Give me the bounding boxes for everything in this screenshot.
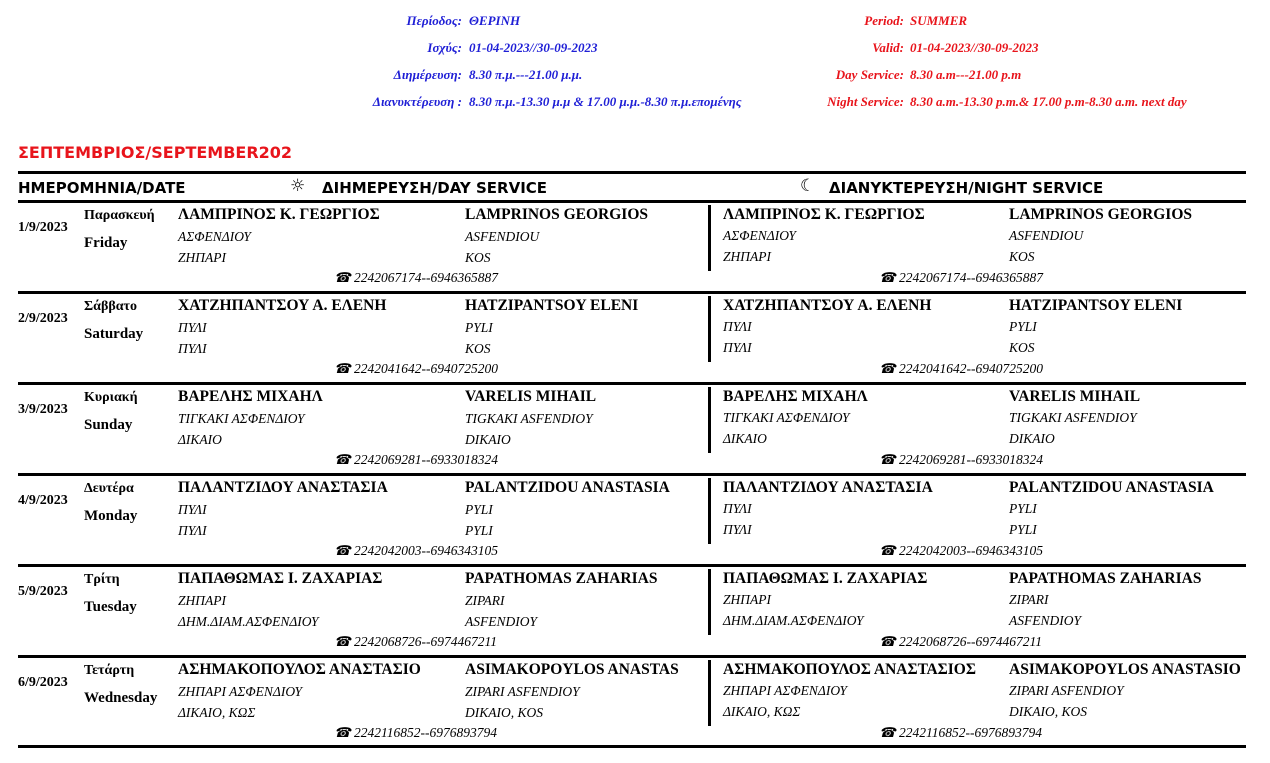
night-pharmacist-name-gr: ΧΑΤΖΗΠΑΝΤΣΟΥ Α. ΕΛΕΝΗ bbox=[723, 297, 932, 314]
phone-icon: ☎ bbox=[334, 725, 351, 740]
row-weekday-gr: Παρασκευή bbox=[84, 208, 155, 223]
month-title: ΣΕΠΤΕΜΒΡΙΟΣ/SEPTEMBER202 bbox=[18, 143, 293, 162]
row-weekday-en: Monday bbox=[84, 508, 138, 524]
day-phone: 2242068726--6974467211 bbox=[354, 634, 497, 649]
night-pharmacist-name-en: ASIMAKOPOYLOS ANASTASIO bbox=[1009, 661, 1241, 678]
night-phone: 2242042003--6946343105 bbox=[899, 543, 1043, 558]
night-address2-gr: ΠΥΛΙ bbox=[723, 340, 752, 355]
moon-icon: ☾ bbox=[800, 176, 816, 196]
column-divider bbox=[708, 387, 711, 453]
night-address2-gr: ΠΥΛΙ bbox=[723, 522, 752, 537]
night-address2-en: KOS bbox=[1009, 249, 1035, 264]
day-phone: 2242067174--6946365887 bbox=[354, 270, 498, 285]
day-address2-en: ASFENDIOY bbox=[465, 614, 537, 629]
night-pharmacist-name-en: VARELIS MIHAIL bbox=[1009, 388, 1141, 405]
day-address1-en: PYLI bbox=[465, 320, 493, 335]
sun-icon: ☼ bbox=[290, 176, 306, 196]
night-address1-gr: ΑΣΦΕΝΔΙΟΥ bbox=[723, 228, 796, 243]
row-rule bbox=[18, 473, 1246, 476]
night-address1-en: TIGKAKI ASFENDIOY bbox=[1009, 410, 1137, 425]
phone-icon: ☎ bbox=[334, 270, 351, 285]
valid-value-en: 01-04-2023//30-09-2023 bbox=[910, 40, 1039, 55]
phone-icon: ☎ bbox=[879, 270, 896, 285]
phone-icon: ☎ bbox=[334, 452, 351, 467]
night-address1-en: ASFENDIOU bbox=[1009, 228, 1084, 243]
row-weekday-en: Wednesday bbox=[84, 690, 158, 706]
row-rule bbox=[18, 564, 1246, 567]
column-divider bbox=[708, 569, 711, 635]
row-weekday-gr: Τρίτη bbox=[84, 572, 120, 587]
day-address2-en: KOS bbox=[465, 250, 491, 265]
night-address2-en: DIKAIO, KOS bbox=[1009, 704, 1087, 719]
day-address2-gr: ΠΥΛΙ bbox=[178, 523, 207, 538]
day-pharmacist-name-en: ASIMAKOPOYLOS ANASTAS bbox=[465, 661, 679, 678]
day-address1-en: ZIPARI ASFENDIOY bbox=[465, 684, 580, 699]
table-bottom-rule bbox=[18, 745, 1246, 748]
night-pharmacist-name-gr: ΛΑΜΠΡΙΝΟΣ Κ. ΓΕΩΡΓΙΟΣ bbox=[723, 206, 925, 223]
day-pharmacist-name-gr: ΛΑΜΠΡΙΝΟΣ Κ. ΓΕΩΡΓΙΟΣ bbox=[178, 206, 380, 223]
date-column-header: ΗΜΕΡΟΜΗΝΙΑ/DATE bbox=[18, 179, 186, 197]
row-date: 5/9/2023 bbox=[18, 584, 68, 599]
phone-icon: ☎ bbox=[334, 543, 351, 558]
night-phone: 2242116852--6976893794 bbox=[899, 725, 1042, 740]
row-date: 6/9/2023 bbox=[18, 675, 68, 690]
day-address1-gr: ΖΗΠΑΡΙ bbox=[178, 593, 226, 608]
period-label-en: Period: bbox=[864, 13, 904, 28]
day-phone: 2242041642--6940725200 bbox=[354, 361, 498, 376]
valid-label-gr: Ισχύς: bbox=[427, 40, 462, 55]
night-address1-gr: ΠΥΛΙ bbox=[723, 501, 752, 516]
day-address1-en: PYLI bbox=[465, 502, 493, 517]
row-rule bbox=[18, 382, 1246, 385]
night-phone: 2242041642--6940725200 bbox=[899, 361, 1043, 376]
table-row bbox=[18, 382, 1246, 473]
row-weekday-en: Tuesday bbox=[84, 599, 137, 615]
day-pharmacist-name-gr: ΑΣΗΜΑΚΟΠΟΥΛΟΣ ΑΝΑΣΤΑΣΙΟ bbox=[178, 661, 421, 678]
table-row bbox=[18, 655, 1246, 746]
header-top-rule bbox=[18, 171, 1246, 174]
night-pharmacist-name-gr: ΠΑΛΑΝΤΖΙΔΟΥ ΑΝΑΣΤΑΣΙΑ bbox=[723, 479, 933, 496]
night-address1-gr: ΖΗΠΑΡΙ bbox=[723, 592, 771, 607]
day-pharmacist-name-gr: ΠΑΠΑΘΩΜΑΣ Ι. ΖΑΧΑΡΙΑΣ bbox=[178, 570, 383, 587]
day-pharmacist-name-gr: ΧΑΤΖΗΠΑΝΤΣΟΥ Α. ΕΛΕΝΗ bbox=[178, 297, 387, 314]
phone-icon: ☎ bbox=[334, 361, 351, 376]
night-address1-gr: ΠΥΛΙ bbox=[723, 319, 752, 334]
day-address2-en: KOS bbox=[465, 341, 491, 356]
night-service-label-gr: Διανυκτέρευση : bbox=[372, 94, 462, 109]
valid-label-en: Valid: bbox=[872, 40, 904, 55]
period-value-gr: ΘΕΡΙΝΗ bbox=[469, 13, 521, 28]
night-address1-en: ZIPARI ASFENDIOY bbox=[1009, 683, 1124, 698]
valid-value-gr: 01-04-2023//30-09-2023 bbox=[469, 40, 598, 55]
row-weekday-gr: Δευτέρα bbox=[84, 481, 134, 496]
night-pharmacist-name-gr: ΒΑΡΕΛΗΣ ΜΙΧΑΗΛ bbox=[723, 388, 868, 405]
day-pharmacist-name-en: PAPATHOMAS ZAHARIAS bbox=[465, 570, 658, 587]
row-weekday-gr: Κυριακή bbox=[84, 390, 138, 405]
row-weekday-en: Saturday bbox=[84, 326, 144, 342]
row-weekday-gr: Τετάρτη bbox=[84, 663, 135, 678]
day-service-label-gr: Διημέρευση: bbox=[393, 67, 462, 82]
night-phone: 2242069281--6933018324 bbox=[899, 452, 1043, 467]
night-service-value-en: 8.30 a.m.-13.30 p.m.& 17.00 p.m-8.30 a.m. next day bbox=[910, 94, 1187, 109]
day-pharmacist-name-gr: ΒΑΡΕΛΗΣ ΜΙΧΑΗΛ bbox=[178, 388, 323, 405]
night-address2-gr: ΔΙΚΑΙΟ bbox=[723, 431, 767, 446]
table-row bbox=[18, 473, 1246, 564]
phone-icon: ☎ bbox=[879, 452, 896, 467]
night-phone: 2242068726--6974467211 bbox=[899, 634, 1042, 649]
day-address1-gr: ΤΙΓΚΑΚΙ ΑΣΦΕΝΔΙΟΥ bbox=[178, 411, 305, 426]
phone-icon: ☎ bbox=[879, 543, 896, 558]
night-address1-en: PYLI bbox=[1009, 319, 1037, 334]
day-address1-gr: ΖΗΠΑΡΙ ΑΣΦΕΝΔΙΟΥ bbox=[178, 684, 303, 699]
phone-icon: ☎ bbox=[879, 634, 896, 649]
night-pharmacist-name-en: PAPATHOMAS ZAHARIAS bbox=[1009, 570, 1202, 587]
day-address1-en: ZIPARI bbox=[465, 593, 505, 608]
column-divider bbox=[708, 205, 711, 271]
day-service-column-header: ΔΙΗΜΕΡΕΥΣΗ/DAY SERVICE bbox=[322, 179, 548, 197]
night-address2-en: PYLI bbox=[1009, 522, 1037, 537]
row-weekday-en: Sunday bbox=[84, 417, 133, 433]
table-row bbox=[18, 291, 1246, 382]
table-row bbox=[18, 564, 1246, 655]
day-pharmacist-name-gr: ΠΑΛΑΝΤΖΙΔΟΥ ΑΝΑΣΤΑΣΙΑ bbox=[178, 479, 388, 496]
night-address2-gr: ΖΗΠΑΡΙ bbox=[723, 249, 771, 264]
day-address1-en: ASFENDIOU bbox=[465, 229, 540, 244]
day-phone: 2242116852--6976893794 bbox=[354, 725, 497, 740]
day-address1-gr: ΑΣΦΕΝΔΙΟΥ bbox=[178, 229, 251, 244]
row-date: 2/9/2023 bbox=[18, 311, 68, 326]
night-address1-en: PYLI bbox=[1009, 501, 1037, 516]
night-service-column-header: ΔΙΑΝΥΚΤΕΡΕΥΣΗ/NIGHT SERVICE bbox=[829, 179, 1104, 197]
night-address2-en: DIKAIO bbox=[1009, 431, 1055, 446]
night-address1-gr: ΤΙΓΚΑΚΙ ΑΣΦΕΝΔΙΟΥ bbox=[723, 410, 850, 425]
row-weekday-en: Friday bbox=[84, 235, 128, 251]
day-pharmacist-name-en: VARELIS MIHAIL bbox=[465, 388, 597, 405]
day-service-value-gr: 8.30 π.μ.---21.00 μ.μ. bbox=[469, 67, 583, 82]
period-value-en: SUMMER bbox=[910, 13, 968, 28]
row-weekday-gr: Σάββατο bbox=[84, 299, 137, 314]
day-address1-gr: ΠΥΛΙ bbox=[178, 502, 207, 517]
day-pharmacist-name-en: PALANTZIDOU ANASTASIA bbox=[465, 479, 670, 496]
night-address2-en: KOS bbox=[1009, 340, 1035, 355]
night-address2-en: ASFENDIOY bbox=[1009, 613, 1081, 628]
day-pharmacist-name-en: HATZIPANTSOY ELENI bbox=[465, 297, 639, 314]
row-date: 3/9/2023 bbox=[18, 402, 68, 417]
day-address2-en: DIKAIO bbox=[465, 432, 511, 447]
day-address2-en: DIKAIO, KOS bbox=[465, 705, 543, 720]
row-rule bbox=[18, 291, 1246, 294]
row-date: 1/9/2023 bbox=[18, 220, 68, 235]
column-divider bbox=[708, 478, 711, 544]
day-phone: 2242042003--6946343105 bbox=[354, 543, 498, 558]
night-pharmacist-name-en: LAMPRINOS GEORGIOS bbox=[1009, 206, 1193, 223]
night-service-label-en: Night Service: bbox=[827, 94, 904, 109]
day-address2-gr: ΔΗΜ.ΔΙΑΜ.ΑΣΦΕΝΔΙΟΥ bbox=[178, 614, 319, 629]
night-address1-gr: ΖΗΠΑΡΙ ΑΣΦΕΝΔΙΟΥ bbox=[723, 683, 848, 698]
day-address2-gr: ΔΙΚΑΙΟ, ΚΩΣ bbox=[178, 705, 256, 720]
day-address1-en: TIGKAKI ASFENDIOY bbox=[465, 411, 593, 426]
night-pharmacist-name-gr: ΑΣΗΜΑΚΟΠΟΥΛΟΣ ΑΝΑΣΤΑΣΙΟΣ bbox=[723, 661, 977, 678]
day-pharmacist-name-en: LAMPRINOS GEORGIOS bbox=[465, 206, 649, 223]
column-divider bbox=[708, 296, 711, 362]
day-address2-gr: ΠΥΛΙ bbox=[178, 341, 207, 356]
row-rule bbox=[18, 200, 1246, 203]
table-row bbox=[18, 200, 1246, 291]
day-service-label-en: Day Service: bbox=[835, 67, 904, 82]
phone-icon: ☎ bbox=[334, 634, 351, 649]
phone-icon: ☎ bbox=[879, 361, 896, 376]
day-address1-gr: ΠΥΛΙ bbox=[178, 320, 207, 335]
day-phone: 2242069281--6933018324 bbox=[354, 452, 498, 467]
day-service-value-en: 8.30 a.m---21.00 p.m bbox=[910, 67, 1022, 82]
day-address2-en: PYLI bbox=[465, 523, 493, 538]
night-pharmacist-name-en: HATZIPANTSOY ELENI bbox=[1009, 297, 1183, 314]
column-divider bbox=[708, 660, 711, 726]
night-phone: 2242067174--6946365887 bbox=[899, 270, 1043, 285]
day-address2-gr: ΔΙΚΑΙΟ bbox=[178, 432, 222, 447]
phone-icon: ☎ bbox=[879, 725, 896, 740]
night-address1-en: ZIPARI bbox=[1009, 592, 1049, 607]
row-rule bbox=[18, 655, 1246, 658]
night-service-value-gr: 8.30 π.μ.-13.30 μ.μ & 17.00 μ.μ.-8.30 π.μ.επομένης bbox=[469, 94, 742, 109]
night-address2-gr: ΔΗΜ.ΔΙΑΜ.ΑΣΦΕΝΔΙΟΥ bbox=[723, 613, 864, 628]
night-pharmacist-name-gr: ΠΑΠΑΘΩΜΑΣ Ι. ΖΑΧΑΡΙΑΣ bbox=[723, 570, 928, 587]
row-date: 4/9/2023 bbox=[18, 493, 68, 508]
night-pharmacist-name-en: PALANTZIDOU ANASTASIA bbox=[1009, 479, 1214, 496]
period-label-gr: Περίοδος: bbox=[406, 13, 462, 28]
day-address2-gr: ΖΗΠΑΡΙ bbox=[178, 250, 226, 265]
night-address2-gr: ΔΙΚΑΙΟ, ΚΩΣ bbox=[723, 704, 801, 719]
